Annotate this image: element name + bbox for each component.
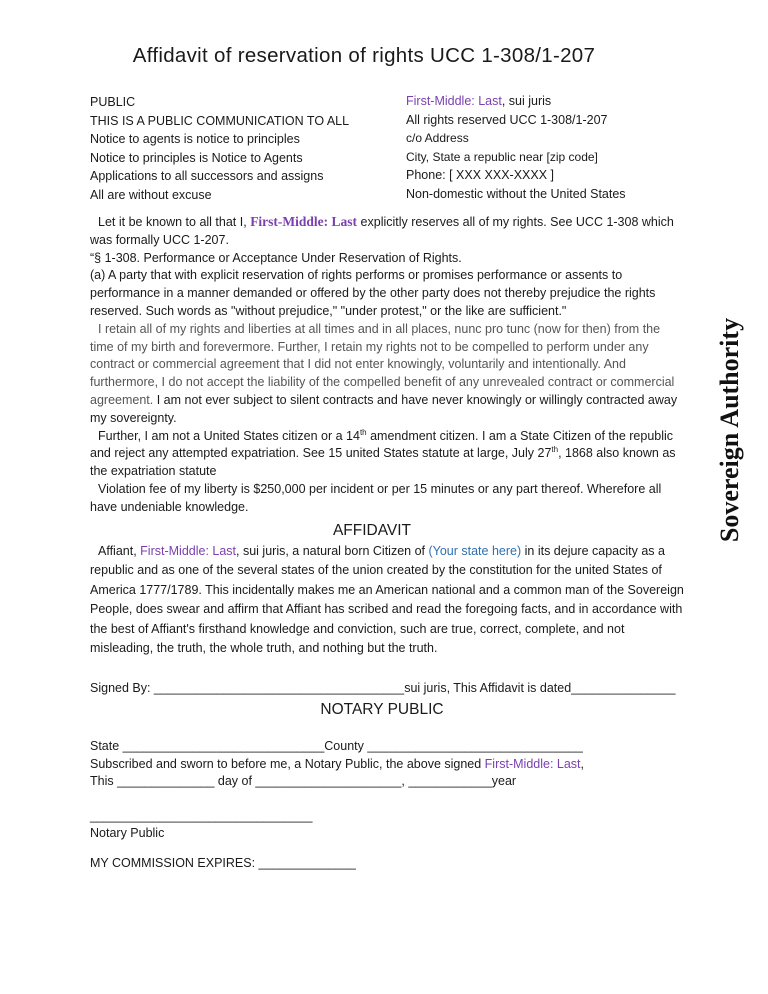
notice-line: PUBLIC (90, 95, 136, 109)
page-title: Affidavit of reservation of rights UCC 1-308/1-207 (132, 44, 596, 67)
affidavit-heading: AFFIDAVIT (332, 522, 412, 539)
affiant-name: First-Middle: Last (140, 544, 237, 558)
reservation-paragraph (90, 213, 680, 517)
citizenship-statement: Further, I am not a United States citizen or a 14th amendment citizen. I am a State Citizen of the republic and reject any attempted expatriation. See 15 united States statute at large, July 27th, 1868 also known as the expatriation statute (90, 427, 676, 479)
sworn-line: Subscribed and sworn to before me, a Notary Public, the above signed First-Middle: Last, (90, 756, 585, 771)
header-notice-block (90, 93, 349, 204)
notice-line: Notice to agents is notice to principles (90, 132, 300, 146)
ucc-clause-a: (a) A party that with explicit reservation of rights performs or promises performance or assents to performance in a manner demanded or offered by the other party does not thereby prejudice the rights reserved. Such words as "without prejudice," "under protest," or the like are sufficient." (90, 268, 656, 318)
affiant-name: First-Middle: Last (406, 94, 502, 108)
notice-line: Notice to principles is Notice to Agents (90, 150, 303, 165)
domicile: Non-domestic without the United States (406, 186, 626, 201)
sui-juris-label: , sui juris (501, 94, 552, 108)
notice-line: Applications to all successors and assigns (90, 169, 324, 183)
ucc-section-heading: “§ 1-308. Performance or Acceptance Under Reservation of Rights. (90, 250, 462, 265)
affiant-name: First-Middle: Last (484, 756, 581, 771)
affiant-name: First-Middle: Last (250, 214, 358, 229)
notice-line: All are without excuse (90, 187, 212, 202)
header-address-block (406, 92, 626, 203)
care-of-address: c/o Address (406, 131, 469, 145)
rights-reserved: All rights reserved UCC 1-308/1-207 (406, 112, 608, 127)
city-state: City, State a republic near [zip code] (406, 149, 598, 164)
notary-heading: NOTARY PUBLIC (320, 701, 444, 718)
violation-fee: Violation fee of my liberty is $250,000 per incident or per 15 minutes or any part thereof. Wherefore all have undeniable knowledge. (90, 481, 662, 514)
commission-expires: MY COMMISSION EXPIRES: ______________ (90, 855, 356, 870)
state-county-line: State _____________________________County _______________________________ (90, 739, 583, 753)
retain-rights: I retain all of my rights and liberties at all times and in all places, nunc pro tunc (now for then) from the time of my birth and forevermore. Further, I retain my rights not to be compelled to perform under any contract or commercial agreement that I did not enter knowingly, voluntarily and intentionally. And furthermore, I do not accept the liability of the compelled benefit of any unrevealed contract or commercial agreement. I am not ever subject to silent contracts and have never knowingly or willingly contracted away my sovereignty. (90, 321, 678, 425)
signature-line: Signed By: ____________________________________sui juris, This Affidavit is dated_______________ (90, 681, 676, 695)
phone: Phone: [ XXX XXX-XXXX ] (406, 168, 554, 182)
notary-signature-line: ________________________________ (90, 808, 313, 823)
notary-block (90, 738, 680, 872)
reservation-statement: Let it be known to all that I, First-Middle: Last explicitly reserves all of my rights. See UCC 1-308 which was formally UCC 1-207. (90, 214, 674, 247)
date-line: This ______________ day of _____________________, ____________year (90, 774, 517, 788)
affiant-name-line (406, 92, 626, 111)
notice-line: THIS IS A PUBLIC COMMUNICATION TO ALL (90, 113, 350, 128)
affidavit-paragraph: Affiant, First-Middle: Last, sui juris, a natural born Citizen of (Your state here) in its dejure capacity as a republic and as one of the several states of the union created by the constitution for the united States of America 1777/1789. This incidentally makes me an American national and a common man of the Sovereign People, does swear and affirm that Affiant has scribed and read the foregoing facts, and in accordance with the best of Affiant's firsthand knowledge and conviction, such are true, correct, complete, and not misleading, the truth, the whole truth, and nothing but the truth. (90, 544, 684, 656)
sovereign-authority-label: Sovereign Authority (715, 317, 744, 543)
side-label-container (700, 300, 760, 560)
notary-label: Notary Public (90, 826, 165, 840)
state-placeholder: (Your state here) (428, 544, 522, 558)
